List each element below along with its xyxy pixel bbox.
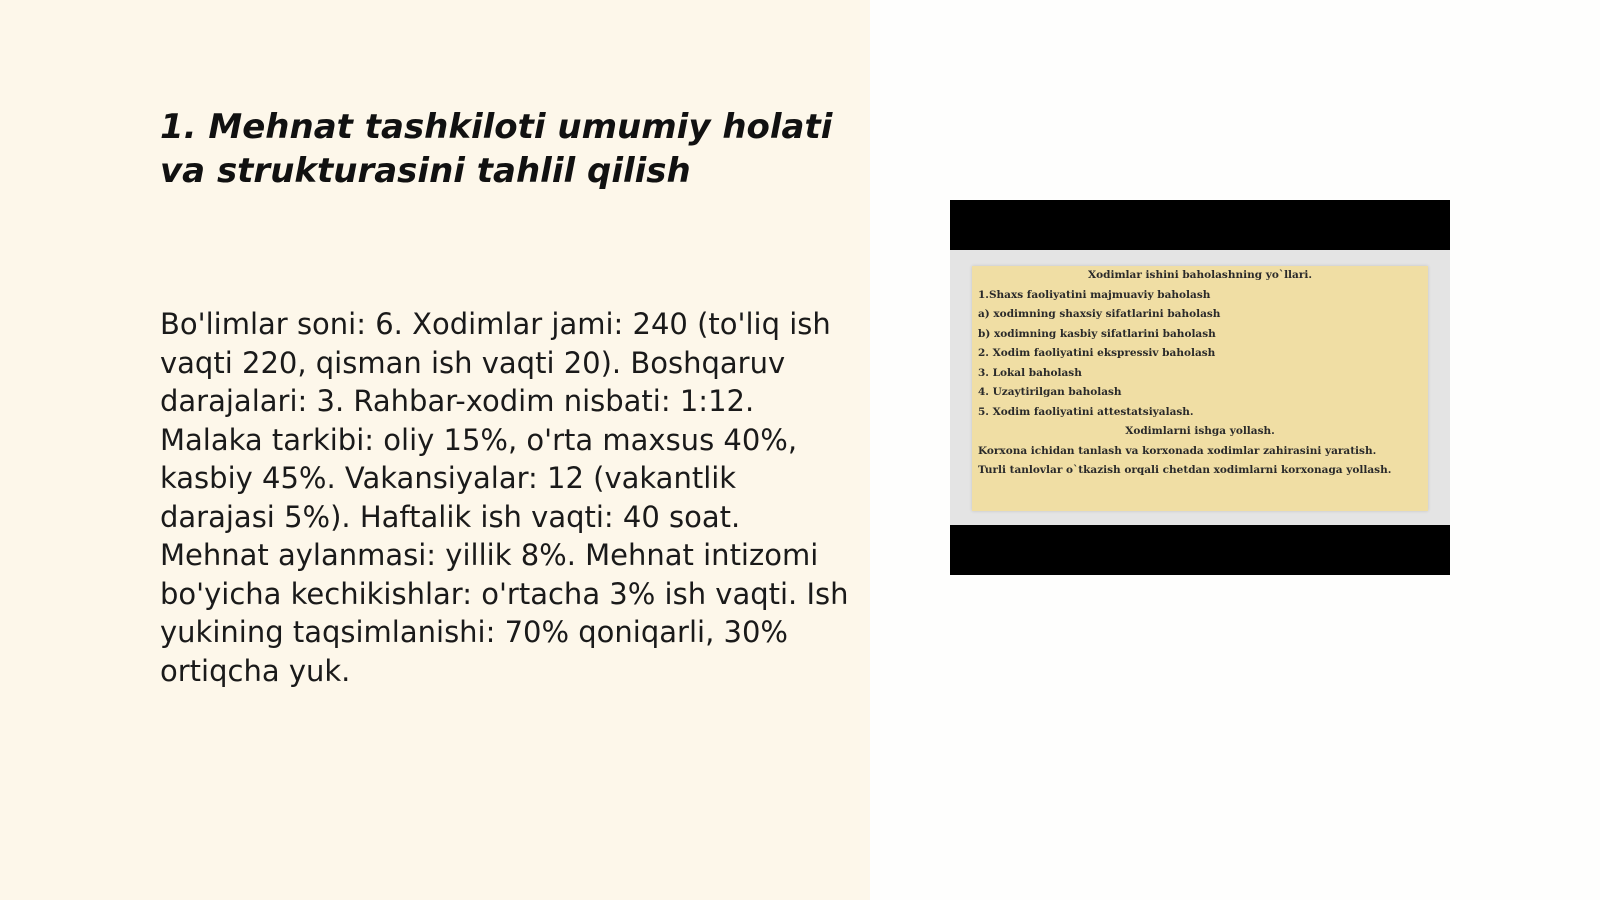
card-line: b) xodimning kasbiy sifatlarini baholash bbox=[978, 327, 1216, 340]
slide-title: 1. Mehnat tashkiloti umumiy holati va strukturasini tahlil qilish bbox=[160, 107, 833, 191]
card-heading: Xodimlar ishini baholashning yo`llari. bbox=[1087, 269, 1313, 281]
card-line: 1.Shaxs faoliyatini majmuaviy baholash bbox=[978, 288, 1211, 301]
card-subheading: Xodimlarni ishga yollash. bbox=[1125, 425, 1275, 437]
slide-image bbox=[950, 200, 1450, 575]
card-line: 3. Lokal baholash bbox=[978, 366, 1082, 379]
slide-image-content bbox=[950, 250, 1450, 525]
card-line: a) xodimning shaxsiy sifatlarini baholash bbox=[978, 308, 1221, 320]
slide-body-text: Bo'limlar soni: 6. Xodimlar jami: 240 (to'liq ish vaqti 220, qisman ish vaqti 20). Boshqaruv darajalari: 3. Rahbar-xodim nisbati: 1:12. Malaka tarkibi: oliy 15%, o'rta maxsus 40%, kasbiy 45%. Vakansiyalar: 12 (vakantlik darajasi 5%). Haftalik ish vaqti: 40 soat. Mehnat aylanmasi: yillik 8%. Mehnat intizomi bo'yicha kechikishlar: o'rtacha 3% ish vaqti. Ish yukining taqsimlanishi: 70% qoniqarli, 30% ortiqcha yuk. bbox=[160, 307, 849, 688]
card-line: Korxona ichidan tanlash va korxonada xodimlar zahirasini yaratish. bbox=[978, 444, 1377, 457]
card-line: Turli tanlovlar o`tkazish orqali chetdan xodimlarni korxonaga yollash. bbox=[978, 464, 1392, 476]
card-line: 2. Xodim faoliyatini ekspressiv baholash bbox=[978, 347, 1216, 359]
slide-image-text-card bbox=[972, 266, 1428, 511]
card-line: 4. Uzaytirilgan baholash bbox=[978, 386, 1122, 398]
card-line: 5. Xodim faoliyatini attestatsiyalash. bbox=[978, 405, 1194, 418]
